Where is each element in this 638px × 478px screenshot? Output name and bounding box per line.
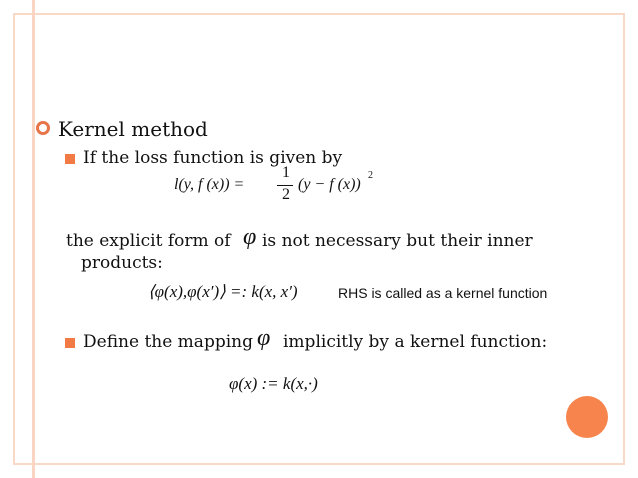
square-bullet-icon (65, 338, 75, 348)
ring-bullet-icon (36, 121, 50, 135)
left-accent-line (32, 0, 35, 478)
equation-loss (174, 166, 394, 214)
eq1-frac-num: 1 (282, 164, 290, 181)
kernel-note: RHS is called as a kernel function (338, 285, 548, 301)
bullet-define-mapping-rest: implicitly by a kernel function: (283, 332, 548, 352)
equation-mapping: φ(x) := k(x,·) (229, 374, 318, 393)
decorative-circle (566, 396, 608, 438)
bullet-define-mapping: Define the mapping (83, 332, 253, 352)
equation-kernel: ⟨φ(x),φ(x′)⟩ =: k(x, x′) (148, 282, 298, 301)
para-not-necessary: is not necessary but their inner (262, 231, 533, 251)
bullet-kernel-method: Kernel method (58, 117, 208, 141)
eq1-rhs: (y − f (x)) (298, 176, 361, 193)
square-bullet-icon (65, 154, 75, 164)
bullet-loss-function: If the loss function is given by (83, 148, 343, 168)
phi-symbol: φ (243, 224, 257, 250)
eq1-frac-den: 2 (282, 186, 290, 203)
para-explicit-form: the explicit form of (66, 231, 231, 251)
eq1-sup: 2 (368, 170, 373, 181)
eq1-lhs: l(y, f (x)) = (174, 176, 245, 193)
para-products: products: (81, 253, 163, 273)
phi-symbol: φ (257, 325, 271, 351)
